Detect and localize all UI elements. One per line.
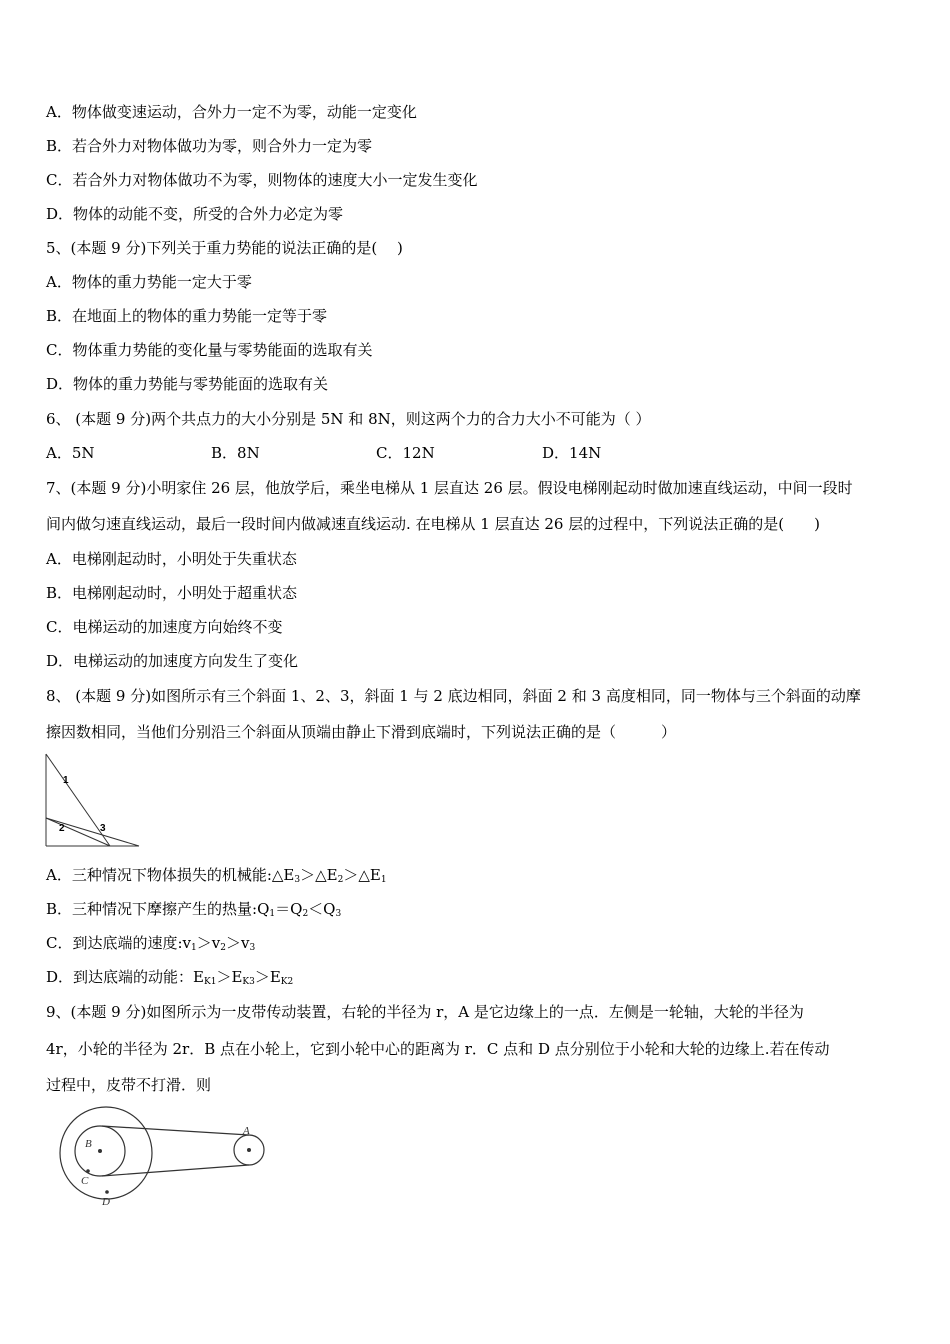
q4-option-d: D．物体的动能不变，所受的合外力必定为零 [46,205,344,223]
q9-stem-line2: 4r，小轮的半径为 2r．B 点在小轮上，它到小轮中心的距离为 r．C 点和 D 点分别位于小轮和大轮的边缘上.若在传动 [46,1040,830,1058]
q7-option-c: C．电梯运动的加速度方向始终不变 [46,618,283,636]
q6-option-b: B．8N [211,444,260,462]
q5-option-a: A．物体的重力势能一定大于零 [46,273,252,291]
q6-option-c: C．12N [376,444,435,462]
q7-stem-line2: 间内做匀速直线运动，最后一段时间内做减速直线运动. 在电梯从 1 层直达 26 层的过程中，下列说法正确的是( ) [46,515,820,533]
q5-option-d: D．物体的重力势能与零势能面的选取有关 [46,375,329,393]
point-label-b: B [85,1138,92,1150]
q7-stem-line1: 7、(本题 9 分)小明家住 26 层，他放学后，乘坐电梯从 1 层直达 26 层。假设电梯刚起动时做加速直线运动，中间一段时 [46,479,853,497]
large-wheel [60,1107,152,1199]
point-label-a: A [243,1125,250,1137]
q8-option-b: B．三种情况下摩擦产生的热量$:Q_1=Q_2<Q_3$ [46,900,342,919]
incline-label-1: 1 [63,775,69,786]
belt-top [102,1126,249,1135]
point-label-d: D [102,1196,110,1208]
belt-drive-figure [55,1105,280,1210]
q8-stem-line2: 擦因数相同，当他们分别沿三个斜面从顶端由静止下滑到底端时，下列说法正确的是（ ） [46,723,677,741]
q7-option-b: B．电梯刚起动时，小明处于超重状态 [46,584,298,602]
q5-option-c: C．物体重力势能的变化量与零势能面的选取有关 [46,341,373,359]
q8-option-c: C．到达底端的速度$:v_1>v_2>v_3$ [46,934,256,953]
q5-stem: 5、(本题 9 分)下列关于重力势能的说法正确的是( ) [46,239,403,257]
q4-option-b: B．若合外力对物体做功为零，则合外力一定为零 [46,137,373,155]
incline-label-3: 3 [100,823,106,834]
q5-option-b: B．在地面上的物体的重力势能一定等于零 [46,307,328,325]
q8-option-d: D．到达底端的动能：$E_{K1}>E_{K3}>E_{K2}$ [46,968,294,987]
point-label-c: C [81,1175,89,1187]
q9-stem-line1: 9、(本题 9 分)如图所示为一皮带传动装置，右轮的半径为 r，A 是它边缘上的一点．左侧是一轮轴，大轮的半径为 [46,1003,804,1021]
q4-option-a: A．物体做变速运动，合外力一定不为零，动能一定变化 [46,103,417,121]
q6-option-d: D．14N [542,444,602,462]
q6-option-a: A．5N [46,444,95,462]
q7-option-a: A．电梯刚起动时，小明处于失重状态 [46,550,297,568]
q8-stem-line1: 8、 (本题 9 分)如图所示有三个斜面 1、2、3，斜面 1 与 2 底边相同，斜面 2 和 3 高度相同，同一物体与三个斜面的动摩 [46,687,861,705]
inclines-figure [42,752,142,852]
q4-option-c: C．若合外力对物体做功不为零，则物体的速度大小一定发生变化 [46,171,478,189]
q6-stem: 6、 (本题 9 分)两个共点力的大小分别是 5N 和 8N，则这两个力的合力大小不可能为（ ） [46,410,651,428]
belt-bottom [102,1165,249,1176]
q9-stem-line3: 过程中，皮带不打滑．则 [46,1076,212,1094]
incline-label-2: 2 [59,823,65,834]
q8-option-a: A．三种情况下物体损失的机械能$:\triangle E_3>\triangle E_2>\triangle E_1$ [46,866,387,885]
q7-option-d: D．电梯运动的加速度方向发生了变化 [46,652,299,670]
